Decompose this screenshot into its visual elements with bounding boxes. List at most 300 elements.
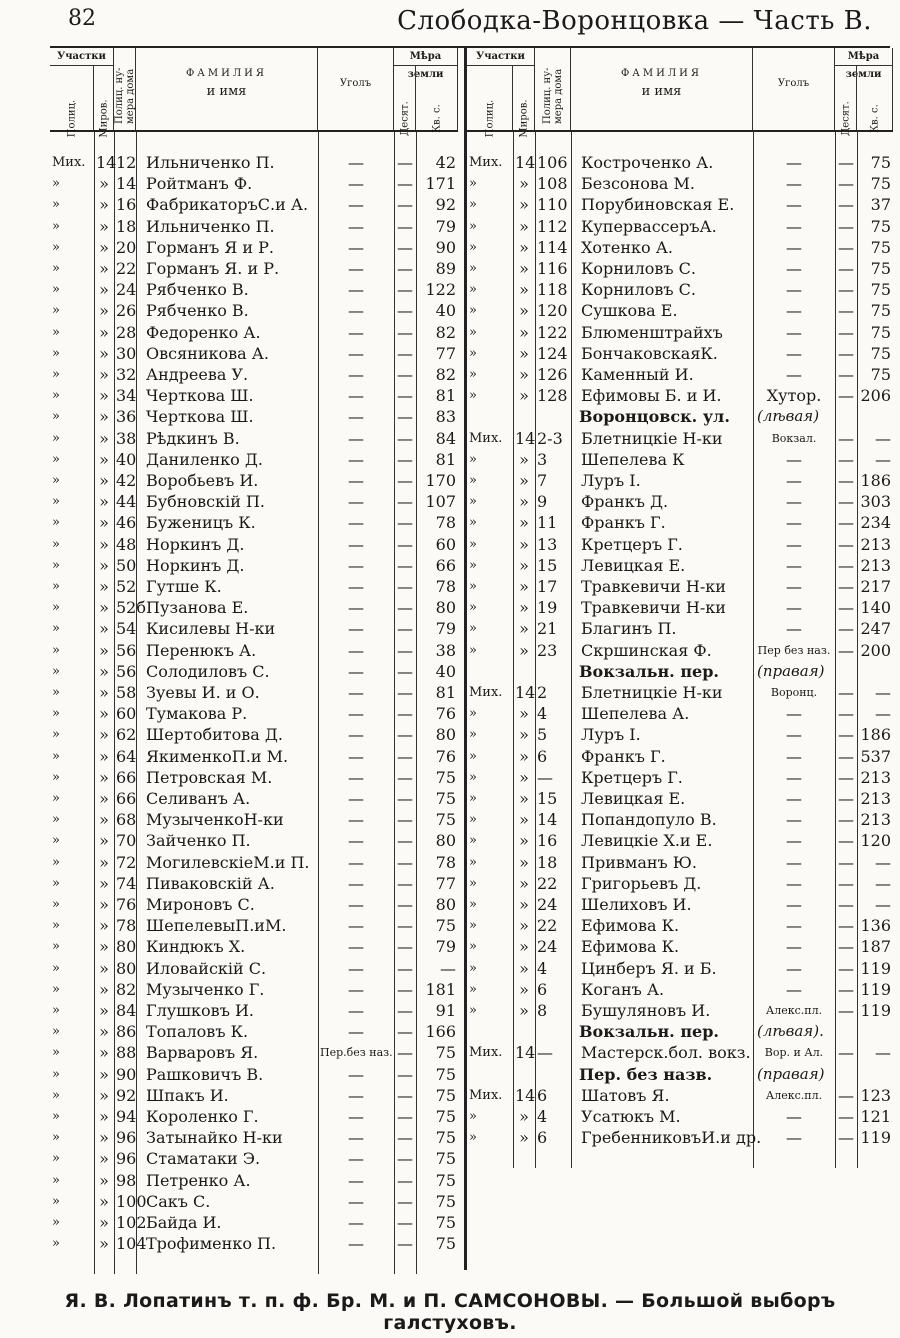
magistrate-district: » (519, 640, 529, 660)
owner-name: Шелиховъ И. (581, 895, 692, 914)
house-number: 9 (537, 492, 548, 512)
house-number: 18 (116, 216, 137, 236)
desyatin: — (838, 555, 854, 575)
police-district: Мих. (469, 1087, 503, 1103)
desyatin: — (838, 195, 854, 215)
magistrate-district: » (99, 661, 109, 681)
sq-sazhen: 83 (435, 407, 456, 427)
sq-sazhen: 66 (435, 555, 456, 575)
street-section-title: Воронцовск. ул. (579, 407, 730, 427)
house-number: 14 (537, 810, 558, 830)
magistrate-district: » (99, 365, 109, 384)
sq-sazhen: — (440, 958, 456, 978)
table-row (50, 1021, 458, 1042)
corner-street: — (348, 407, 364, 427)
sq-sazhen: 78 (435, 513, 456, 533)
table-row (50, 216, 458, 237)
magistrate-district: » (99, 1234, 109, 1254)
magistrate-district: » (99, 895, 109, 914)
corner-street: — (348, 259, 364, 278)
house-number: 18 (537, 852, 558, 872)
magistrate-district: » (99, 1064, 109, 1084)
sq-sazhen: 79 (435, 937, 456, 957)
sq-sazhen: 75 (435, 1149, 456, 1169)
table-row (467, 237, 893, 258)
house-number: 20 (116, 237, 137, 257)
corner-street: Пер без наз. (757, 643, 831, 657)
sq-sazhen: — (875, 449, 891, 469)
sq-sazhen: 107 (425, 492, 456, 512)
magistrate-district: » (519, 577, 529, 596)
table-row (467, 746, 893, 767)
header-familiya-label: ФАМИЛИЯ (621, 68, 702, 79)
table-row (50, 1233, 458, 1254)
table-row (50, 406, 458, 427)
magistrate-district: » (519, 767, 529, 787)
house-number: 126 (537, 365, 568, 384)
house-number: 22 (537, 916, 558, 936)
owner-name: Черткова Ш. (146, 407, 254, 427)
desyatin: — (397, 259, 413, 278)
house-number: 11 (537, 513, 558, 533)
owner-name: Музыченко Г. (146, 979, 265, 999)
magistrate-district: » (519, 216, 529, 236)
house-number: 128 (537, 386, 568, 406)
magistrate-district: » (519, 471, 529, 490)
header-house-number-cell (535, 48, 571, 130)
corner-street: Вор. и Ал. (764, 1046, 824, 1060)
house-number: 5 (537, 725, 548, 745)
magistrate-district: » (99, 831, 109, 851)
advertisement-footer: Я. В. Лопатинъ т. п. ф. Бр. М. и П. САМСОНОВЫ. — Большой выборъ галстуховъ. (64, 1290, 836, 1334)
header-house-number: Полиц. ну-мера дома (113, 67, 136, 124)
owner-name: Шепелева К (581, 449, 685, 469)
header-polits-cell (50, 66, 94, 138)
corner-street: — (348, 1022, 364, 1042)
table-body (50, 132, 458, 1274)
table-row (467, 491, 893, 512)
police-district: » (52, 557, 60, 573)
magistrate-district: » (519, 704, 529, 724)
owner-name: Привманъ Ю. (581, 852, 697, 872)
house-number: 8 (537, 1001, 548, 1020)
corner-street: — (786, 513, 802, 533)
house-number: 48 (116, 534, 137, 554)
sq-sazhen: 200 (860, 640, 891, 660)
house-number: 56 (116, 640, 137, 660)
corner-street: — (786, 704, 802, 724)
owner-name: Коганъ А. (581, 979, 665, 999)
owner-name: ЯкименкоП.и М. (146, 746, 289, 766)
owner-name: ШепелевыП.иМ. (146, 916, 287, 936)
desyatin: — (397, 1001, 413, 1020)
sq-sazhen: 75 (435, 1170, 456, 1190)
house-number: 44 (116, 492, 137, 512)
sq-sazhen: 206 (860, 386, 891, 406)
desyatin: — (397, 386, 413, 406)
desyatin: — (838, 386, 854, 406)
magistrate-district: » (99, 1213, 109, 1232)
desyatin: — (838, 343, 854, 363)
owner-name: Андреева У. (146, 365, 249, 384)
table-row (50, 1042, 458, 1063)
desyatin: — (397, 1170, 413, 1190)
police-district: » (469, 197, 477, 213)
police-district: » (469, 536, 477, 552)
corner-street: — (786, 831, 802, 851)
corner-street: — (786, 195, 802, 215)
sq-sazhen: 75 (870, 343, 891, 363)
desyatin: — (397, 979, 413, 999)
header-mera-group: Мѣра земли (394, 48, 458, 66)
magistrate-district: » (99, 195, 109, 215)
desyatin: — (838, 746, 854, 766)
table-row (50, 852, 458, 873)
desyatin: — (397, 195, 413, 215)
magistrate-district: 14 (515, 1043, 536, 1063)
table-row (50, 1064, 458, 1085)
table-row (467, 1106, 893, 1127)
house-number: 17 (537, 577, 558, 596)
magistrate-district: » (519, 746, 529, 766)
table-row (50, 470, 458, 491)
police-district: » (469, 473, 477, 488)
table-row (50, 767, 458, 788)
magistrate-district: » (519, 322, 529, 342)
magistrate-district: » (99, 513, 109, 533)
table-row (467, 979, 893, 1000)
magistrate-district: » (99, 1085, 109, 1105)
house-number: 80 (116, 958, 137, 978)
table-row (50, 979, 458, 1000)
sq-sazhen: 171 (425, 174, 456, 194)
table-row (467, 279, 893, 300)
table-row (50, 512, 458, 533)
house-number: 6 (537, 1128, 548, 1148)
police-district: » (469, 324, 477, 340)
sq-sazhen: 119 (860, 1001, 891, 1020)
magistrate-district: » (99, 534, 109, 554)
owner-name: Пиваковскій А. (146, 873, 275, 893)
desyatin: — (838, 1107, 854, 1126)
owner-name: Травкевичи Н-ки (581, 598, 726, 618)
corner-street: — (348, 1107, 364, 1126)
owner-name: Ильниченко П. (146, 153, 275, 172)
sq-sazhen: 234 (860, 513, 891, 533)
table-row (467, 1042, 893, 1063)
police-district: » (469, 727, 477, 743)
police-district: » (469, 261, 477, 276)
police-district: » (52, 663, 60, 679)
corner-street: — (786, 174, 802, 194)
table-row (50, 936, 458, 957)
corner-street: — (348, 386, 364, 406)
magistrate-district: » (99, 301, 109, 321)
house-number: 122 (537, 322, 568, 342)
house-number: 2-3 (537, 428, 563, 448)
police-district: » (52, 239, 60, 255)
corner-street: — (348, 301, 364, 321)
table-header (50, 48, 458, 138)
corner-street: Воронц. (770, 686, 818, 699)
owner-name: Норкинъ Д. (146, 555, 245, 575)
owner-name: Корниловъ С. (581, 259, 696, 278)
owner-name: Селиванъ А. (146, 789, 251, 808)
corner-street: — (348, 1191, 364, 1211)
house-number: 58 (116, 683, 137, 702)
police-district: » (52, 748, 60, 764)
house-number: 22 (537, 873, 558, 893)
owner-name: Буженицъ К. (146, 513, 256, 533)
corner-street: — (348, 1128, 364, 1148)
right-column-block (464, 48, 893, 1270)
magistrate-district: » (519, 1128, 529, 1148)
sq-sazhen: 75 (870, 301, 891, 321)
owner-name: Кретцеръ Г. (581, 767, 683, 787)
police-district: » (469, 388, 477, 404)
owner-name: Бушуляновъ И. (581, 1001, 711, 1020)
table-row (50, 746, 458, 767)
desyatin: — (397, 534, 413, 554)
sq-sazhen: 186 (860, 725, 891, 745)
table-row (50, 1148, 458, 1169)
corner-street: — (786, 322, 802, 342)
house-number: 108 (537, 174, 568, 194)
corner-street: — (348, 852, 364, 872)
corner-street: — (348, 746, 364, 766)
sq-sazhen: 40 (435, 661, 456, 681)
police-district: » (52, 939, 60, 955)
corner-street: — (786, 767, 802, 787)
header-uchastki-group: Участки (467, 48, 535, 66)
police-district: » (52, 1130, 60, 1146)
police-district: » (52, 1066, 60, 1082)
desyatin: — (838, 322, 854, 342)
sq-sazhen: 75 (870, 280, 891, 300)
corner-street: — (348, 174, 364, 194)
corner-street: — (786, 916, 802, 936)
sq-sazhen: 89 (435, 259, 456, 278)
magistrate-district: 14 (515, 683, 536, 702)
house-number: 90 (116, 1064, 137, 1084)
owner-name: Левицкая Е. (581, 789, 686, 808)
magistrate-district: » (99, 683, 109, 702)
desyatin: — (397, 407, 413, 427)
owner-name: Стаматаки Э. (146, 1149, 261, 1169)
house-number: 82 (116, 979, 137, 999)
magistrate-district: » (99, 1022, 109, 1042)
corner-street: — (348, 492, 364, 512)
sq-sazhen: 92 (435, 195, 456, 215)
corner-street: — (786, 577, 802, 596)
police-district: » (469, 176, 477, 192)
desyatin: — (397, 1107, 413, 1126)
police-district: » (52, 494, 60, 510)
header-desyat-cell (394, 66, 416, 136)
house-number: 52 (116, 577, 137, 596)
police-district: » (52, 176, 60, 192)
corner-street: — (348, 365, 364, 384)
owner-name: Овсяникова А. (146, 343, 269, 363)
desyatin: — (397, 365, 413, 384)
table-row (50, 661, 458, 682)
sq-sazhen: 75 (435, 810, 456, 830)
magistrate-district: » (519, 958, 529, 978)
house-number: 104 (116, 1234, 147, 1254)
police-district: » (52, 579, 60, 594)
house-number: 22 (116, 259, 137, 278)
house-number: 36 (116, 407, 137, 427)
desyatin: — (838, 873, 854, 893)
table-row (50, 152, 458, 173)
police-district: Мих. (469, 430, 503, 446)
house-number: 78 (116, 916, 137, 936)
house-number: — (537, 1043, 553, 1063)
table-row (50, 958, 458, 979)
corner-street: — (786, 789, 802, 808)
house-number: 98 (116, 1170, 137, 1190)
desyatin: — (397, 322, 413, 342)
police-district: » (469, 748, 477, 764)
desyatin: — (838, 534, 854, 554)
street-section-title: Вокзальн. пер. (579, 1022, 719, 1042)
magistrate-district: » (99, 725, 109, 745)
table-row (50, 640, 458, 661)
house-number: 96 (116, 1128, 137, 1148)
police-district: » (52, 1151, 60, 1167)
table-row (467, 809, 893, 830)
owner-name: Топаловъ К. (146, 1022, 249, 1042)
police-district: » (52, 261, 60, 276)
table-row (467, 640, 893, 661)
desyatin: — (838, 237, 854, 257)
police-district: » (469, 833, 477, 849)
magistrate-district: » (99, 555, 109, 575)
corner-street: Вокзал. (771, 431, 817, 445)
sq-sazhen: 75 (870, 237, 891, 257)
table-row (50, 534, 458, 555)
owner-name: Кретцеръ Г. (581, 534, 683, 554)
corner-street: — (348, 449, 364, 469)
police-district: » (469, 897, 477, 912)
magistrate-district: » (99, 1191, 109, 1211)
desyatin: — (838, 619, 854, 639)
desyatin: — (838, 577, 854, 596)
sq-sazhen: — (875, 428, 891, 448)
header-desyat: Десят. (399, 101, 410, 136)
corner-street: — (786, 1107, 802, 1126)
sq-sazhen: 140 (860, 598, 891, 618)
magistrate-district: » (99, 1170, 109, 1190)
police-district: » (52, 409, 60, 425)
police-district: » (52, 1215, 60, 1230)
police-district: Мих. (469, 1045, 503, 1061)
sq-sazhen: 79 (435, 619, 456, 639)
corner-street: — (786, 873, 802, 893)
desyatin: — (397, 704, 413, 724)
desyatin: — (397, 301, 413, 321)
owner-name: Рябченко В. (146, 301, 249, 321)
sq-sazhen: 60 (435, 534, 456, 554)
table-row (467, 936, 893, 957)
house-number: 46 (116, 513, 137, 533)
table-row (467, 852, 893, 873)
corner-street: — (348, 640, 364, 660)
header-mirov: Миров. (518, 99, 529, 138)
corner-street: — (786, 471, 802, 490)
house-number: 24 (537, 937, 558, 957)
table-row (467, 724, 893, 745)
police-district: » (469, 854, 477, 870)
police-district: » (469, 557, 477, 573)
desyatin: — (397, 555, 413, 575)
police-district: » (52, 600, 60, 616)
corner-street: — (348, 237, 364, 257)
house-number: 64 (116, 746, 137, 766)
house-number: 76 (116, 895, 137, 914)
corner-street: — (348, 598, 364, 618)
desyatin: — (838, 767, 854, 787)
desyatin: — (397, 937, 413, 957)
police-district: » (52, 1003, 60, 1018)
magistrate-district: » (519, 979, 529, 999)
owner-name: Блюменштрайхъ (581, 322, 723, 342)
house-number: 12 (116, 153, 137, 172)
owner-name: Травкевичи Н-ки (581, 577, 726, 596)
police-district: » (469, 875, 477, 891)
desyatin: — (838, 365, 854, 384)
sq-sazhen: 75 (870, 153, 891, 172)
owner-name: Пузанова Е. (146, 598, 249, 618)
sq-sazhen: — (875, 683, 891, 702)
police-district: » (469, 451, 477, 467)
magistrate-district: » (519, 873, 529, 893)
sq-sazhen: 123 (860, 1085, 891, 1105)
sq-sazhen: — (875, 704, 891, 724)
desyatin: — (397, 513, 413, 533)
police-district: » (52, 727, 60, 743)
owner-name: Франкъ Г. (581, 513, 666, 533)
owner-name: БончаковскаяК. (581, 343, 718, 363)
corner-street: — (786, 725, 802, 745)
desyatin: — (397, 153, 413, 172)
owner-name: Воробьевъ И. (146, 471, 259, 490)
sq-sazhen: 303 (860, 492, 891, 512)
police-district: » (469, 918, 477, 934)
police-district: » (469, 1109, 477, 1124)
magistrate-district: » (99, 979, 109, 999)
street-side-note: (лѣвая). (757, 1022, 824, 1041)
corner-street: — (348, 1149, 364, 1169)
table-row (467, 470, 893, 491)
sq-sazhen: 80 (435, 725, 456, 745)
house-number: 54 (116, 619, 137, 639)
owner-name: Черткова Ш. (146, 386, 254, 406)
table-row (50, 1170, 458, 1191)
owner-name: Шпакъ И. (146, 1085, 229, 1105)
desyatin: — (838, 449, 854, 469)
house-number: 32 (116, 365, 137, 384)
header-uchastki-group: Участки (50, 48, 114, 66)
magistrate-district: » (519, 1001, 529, 1020)
owner-name: Блетницкіе Н-ки (581, 683, 723, 702)
desyatin: — (397, 661, 413, 681)
table-header (467, 48, 893, 138)
sq-sazhen: 75 (435, 1043, 456, 1063)
magistrate-district: » (519, 916, 529, 936)
desyatin: — (838, 958, 854, 978)
corner-street: — (786, 937, 802, 957)
